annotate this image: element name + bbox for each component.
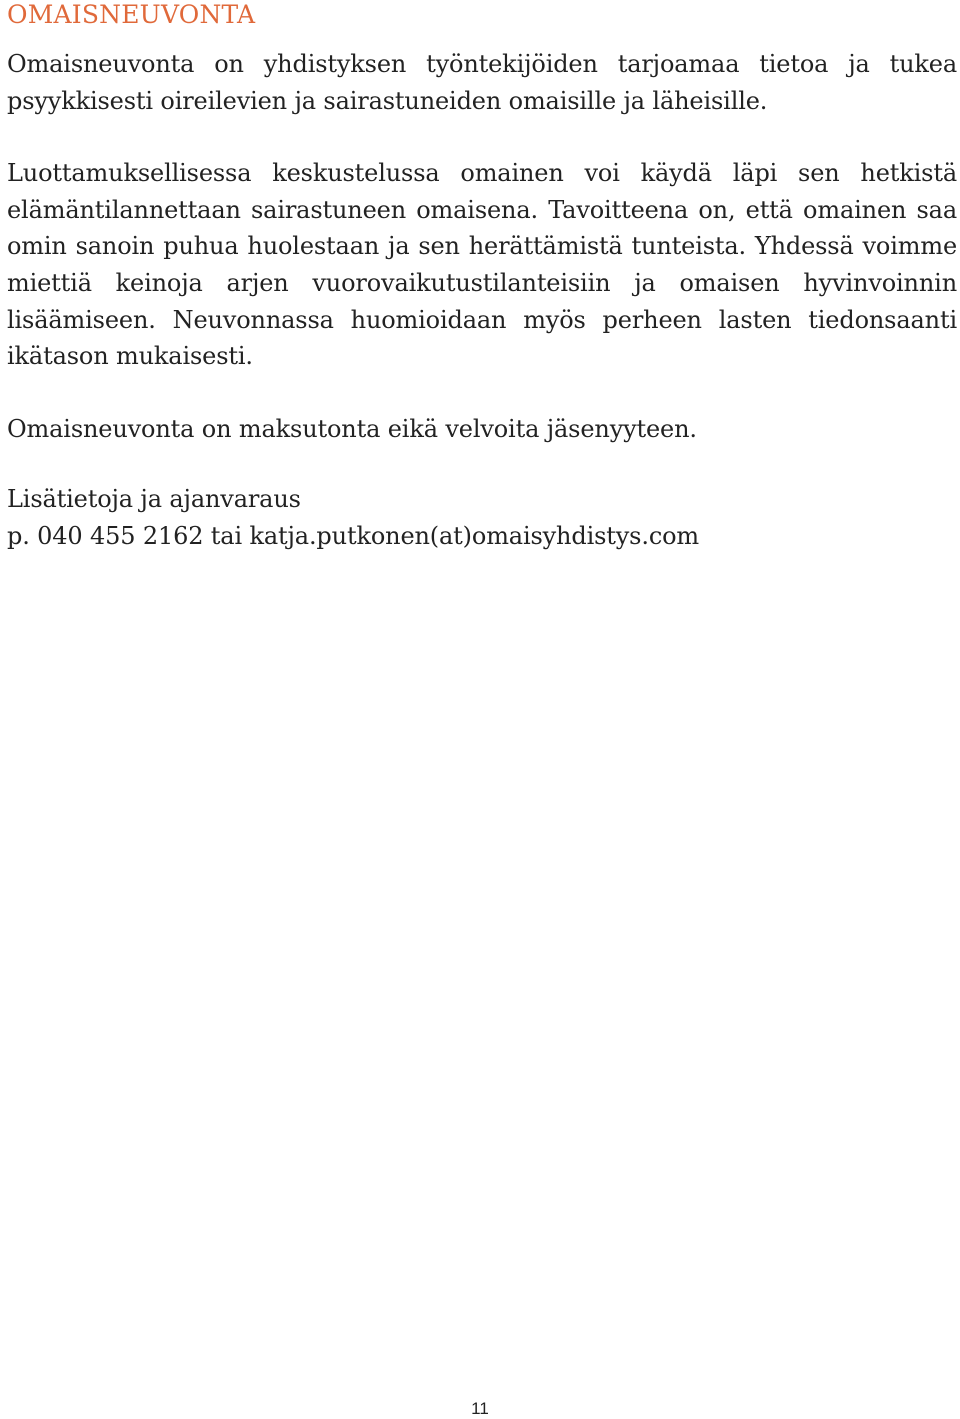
page-number: 11 [471,1399,489,1418]
description-paragraph: Luottamuksellisessa keskustelussa omainen voi käydä läpi sen hetkistä elämäntilannettaan sairastuneen omaisena. Tavoitteena on, että omainen saa omin sanoin puhua huolestaan ja sen herättämistä tunteista. Yhdessä voimme miettiä keinoja arjen vuorovaikutustilanteisiin ja omaisen hyvinvoinnin lisäämiseen. Neuvonnassa huomioidaan myös perheen lasten tiedonsaanti ikätason mukaisesti. [7,159,957,371]
contact-details: p. 040 455 2162 tai katja.putkonen(at)omaisyhdistys.com [7,521,700,550]
page-title: OMAISNEUVONTA [7,0,256,29]
intro-paragraph: Omaisneuvonta on yhdistyksen työntekijöiden tarjoamaa tietoa ja tukea psyykkisesti oireilevien ja sairastuneiden omaisille ja läheisille. [7,50,957,115]
document-page [7,0,957,555]
contact-block [7,481,957,554]
pricing-paragraph: Omaisneuvonta on maksutonta eikä velvoita jäsenyyteen. [7,414,697,443]
contact-title: Lisätietoja ja ajanvaraus [7,485,301,514]
